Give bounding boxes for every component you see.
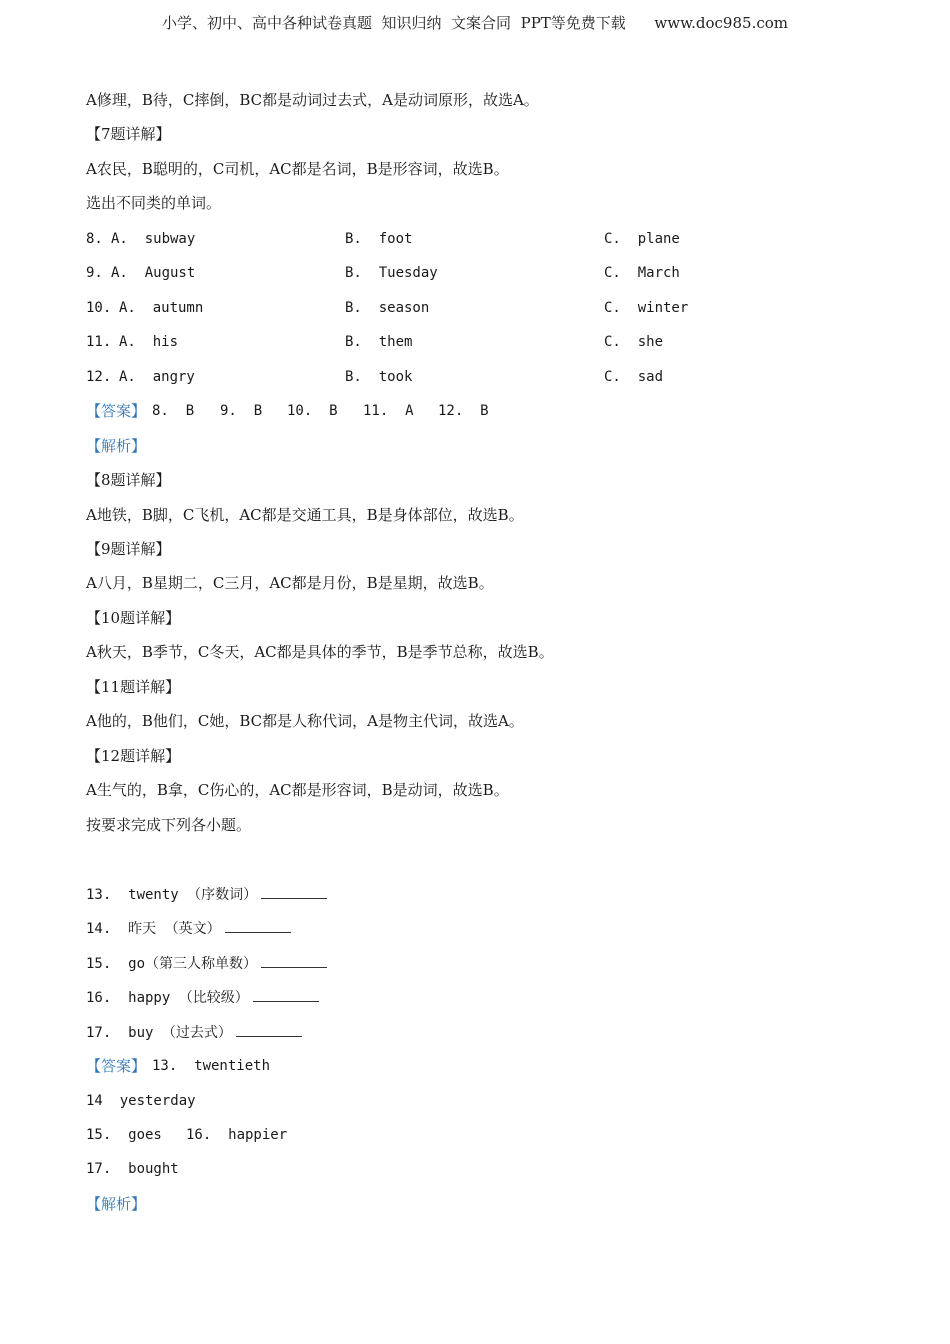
page-header: 小学、初中、高中各种试卷真题 知识归纳 文案合同 PPT等免费下载 www.doc985.com [161,14,788,32]
detail-text: A八月，B星期二，C三月，AC都是月份，B是星期，故选B。 [86,574,494,592]
answer-item: 13. twentieth [152,1058,271,1074]
answer-blank [253,987,319,1002]
option-b: B. foot [345,231,413,247]
option-c: C. March [604,265,680,281]
option-b: B. took [345,369,413,385]
question-number: 12. [86,369,112,385]
answer-item: 16. happier [186,1127,288,1143]
answer-item: 14 yesterday [86,1093,196,1109]
fill-question [86,1022,302,1043]
fill-question-text: 13. twenty （序数词） [86,887,258,903]
answer-blank [236,1022,302,1037]
answer-label: 【答案】 [86,1057,147,1075]
answer-item: 10. B [287,403,338,419]
answer-item: 9. B [220,403,263,419]
option-a: A. his [119,334,179,350]
detail-text: A他的，B他们，C她，BC都是人称代词，A是物主代词，故选A。 [86,712,524,730]
question-number: 10. [86,300,112,316]
option-a: A. August [111,265,196,281]
option-c: C. winter [604,300,689,316]
answer-item: 8. B [152,403,195,419]
section-instruction: 选出不同类的单词。 [86,194,222,212]
detail-title: 【11题详解】 [86,678,181,696]
analysis-label: 【解析】 [86,1195,147,1213]
detail-text: A地铁，B脚，C飞机，AC都是交通工具，B是身体部位，故选B。 [86,506,524,524]
detail-title: 【9题详解】 [86,540,171,558]
detail-title: 【8题详解】 [86,471,171,489]
option-b: B. season [345,300,430,316]
answer-item: 12. B [438,403,489,419]
detail-title: 【7题详解】 [86,125,171,143]
answer-label: 【答案】 [86,402,147,420]
detail-title: 【12题详解】 [86,747,181,765]
answer-item: 11. A [363,403,414,419]
fill-question-text: 15. go（第三人称单数） [86,956,258,972]
section-instruction: 按要求完成下列各小题。 [86,816,252,834]
option-c: C. she [604,334,664,350]
fill-question-text: 14. 昨天 （英文） [86,921,221,937]
fill-question [86,953,327,974]
analysis-label: 【解析】 [86,437,147,455]
fill-question-text: 16. happy （比较级） [86,990,249,1006]
option-b: B. Tuesday [345,265,438,281]
answer-blank [225,918,291,933]
detail-title: 【10题详解】 [86,609,181,627]
option-a: A. subway [111,231,196,247]
fill-question [86,918,291,939]
detail-text: A秋天，B季节，C冬天，AC都是具体的季节，B是季节总称，故选B。 [86,643,554,661]
fill-question [86,987,319,1008]
option-a: A. angry [119,369,195,385]
option-a: A. autumn [119,300,204,316]
option-b: B. them [345,334,413,350]
fill-question-text: 17. buy （过去式） [86,1025,232,1041]
detail-text: A生气的，B拿，C伤心的，AC都是形容词，B是动词，故选B。 [86,781,509,799]
answer-item: 15. goes [86,1127,162,1143]
option-c: C. plane [604,231,680,247]
question-number: 8. [86,231,103,247]
option-c: C. sad [604,369,664,385]
fill-question [86,884,327,905]
answer-item: 17. bought [86,1161,179,1177]
explanation-text: A农民，B聪明的，C司机，AC都是名词，B是形容词，故选B。 [86,160,509,178]
question-number: 11. [86,334,112,350]
answer-blank [261,884,327,899]
question-number: 9. [86,265,103,281]
explanation-text: A修理，B待，C摔倒，BC都是动词过去式，A是动词原形，故选A。 [86,91,539,109]
answer-blank [261,953,327,968]
